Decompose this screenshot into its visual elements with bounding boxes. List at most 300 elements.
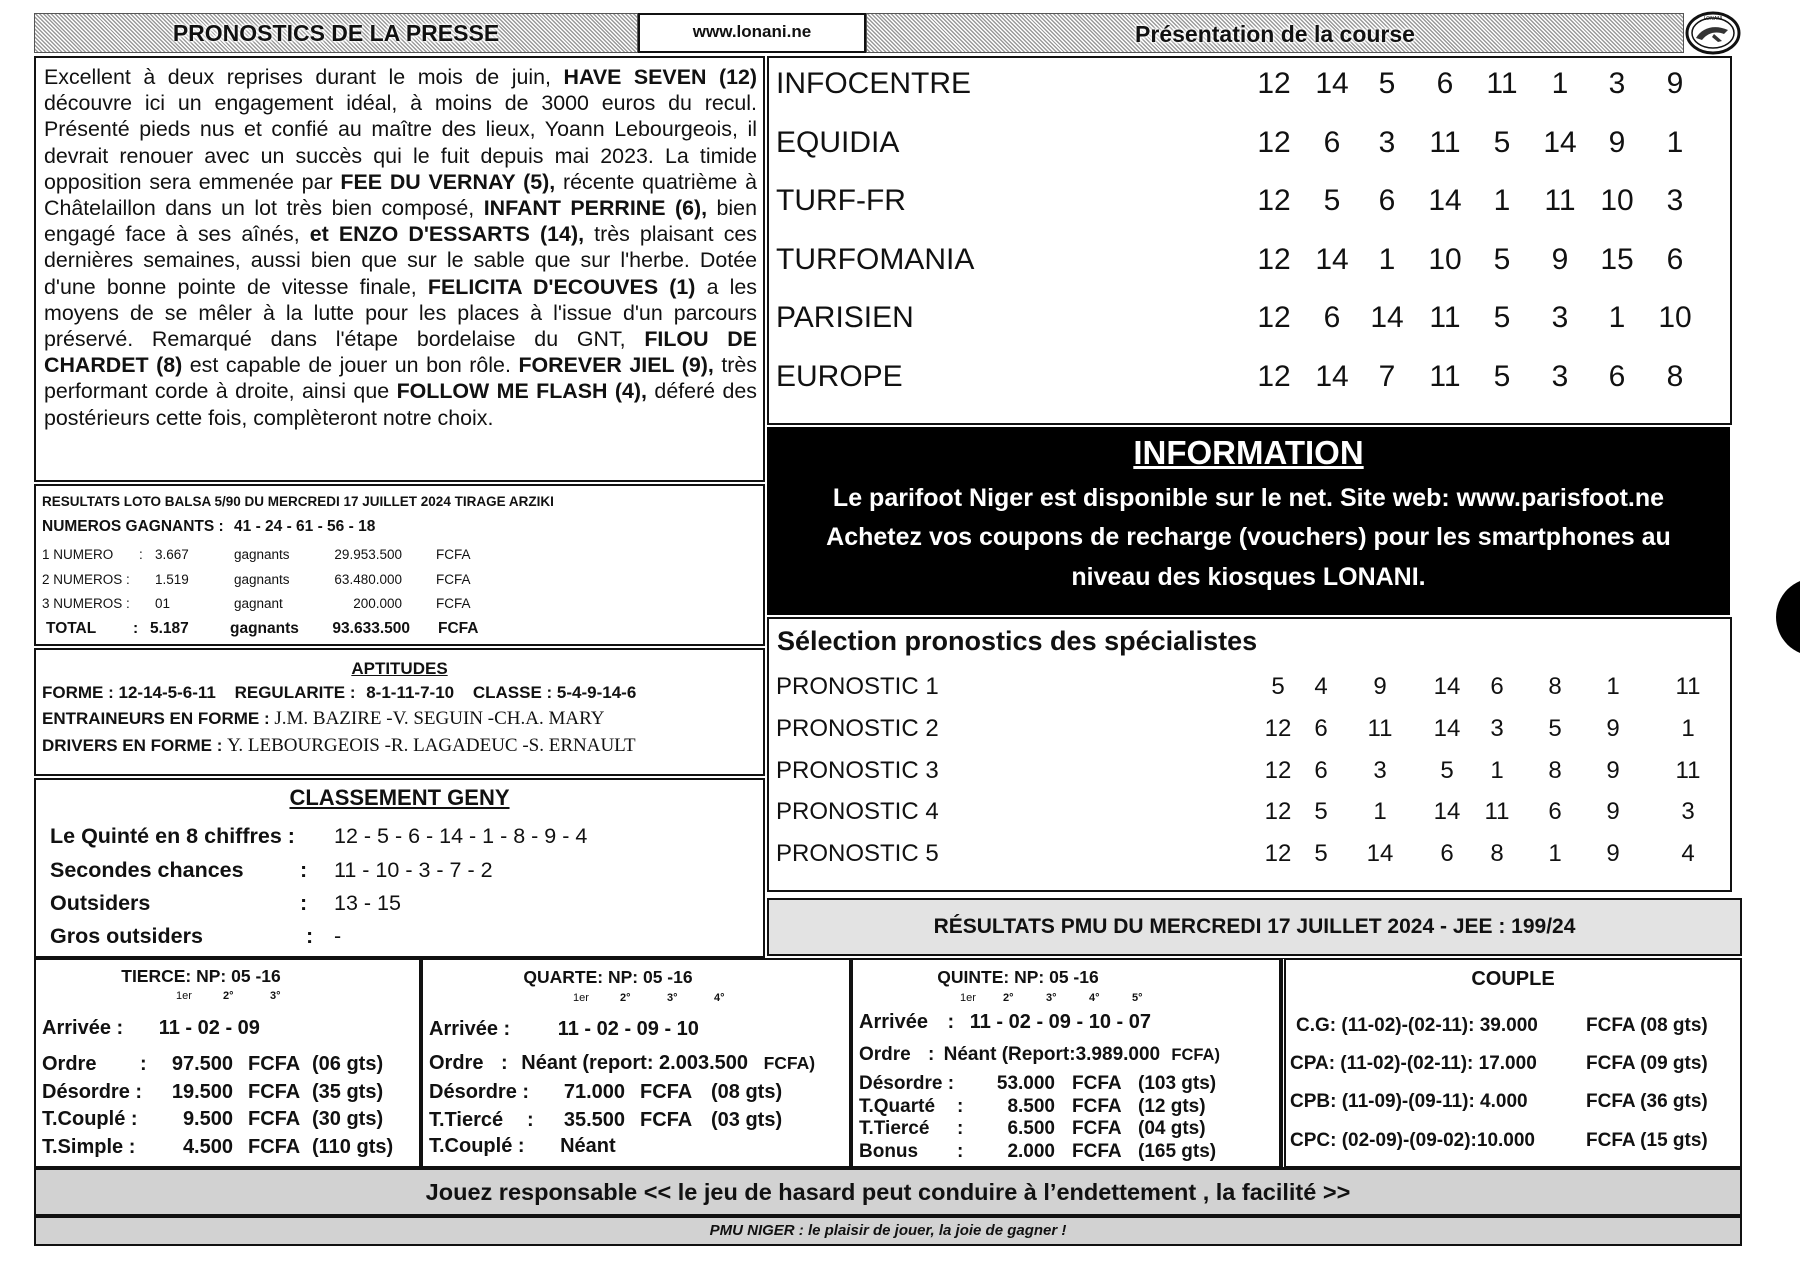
press-source-number: 15 [1600, 242, 1634, 276]
horse-name: HAVE SEVEN (12) [563, 65, 757, 89]
press-source-number: 6 [1378, 184, 1396, 217]
header-right-bar [866, 13, 1684, 53]
press-source-number: 5 [1493, 301, 1511, 334]
payout-currency: FCFA [640, 1081, 693, 1103]
press-source-name: TURF-FR [776, 184, 906, 217]
press-source-number: 10 [1428, 242, 1462, 276]
press-source-number: 6 [1436, 67, 1454, 100]
specialist-row [769, 755, 1730, 787]
specialist-number: 11 [1367, 714, 1393, 742]
press-source-name: INFOCENTRE [776, 67, 971, 100]
specialist-number: 14 [1366, 840, 1394, 868]
payout-sep: : [957, 1118, 964, 1139]
couple-row [1290, 1053, 1740, 1077]
winning-label: NUMEROS GAGNANTS : [42, 518, 224, 535]
press-source-number: 14 [1428, 184, 1462, 217]
press-source-number: 3 [1378, 125, 1396, 159]
payout-label: Désordre : [859, 1073, 955, 1094]
loto-row-amount: 63.480.000 [334, 571, 402, 587]
geny-row-value: 13 - 15 [334, 891, 401, 915]
geny-row-sep: : [300, 858, 308, 882]
press-source-number: 6 [1323, 301, 1341, 334]
press-source-name: PARISIEN [776, 301, 914, 334]
payout-label: T.Couplé : [42, 1108, 138, 1130]
couple-row-label: CPC: (02-09)-(09-02):10.000 [1290, 1130, 1535, 1151]
geny-row [50, 924, 750, 952]
horse-name: INFANT PERRINE (6), [483, 196, 708, 221]
lonani-logo [1684, 10, 1742, 56]
press-source-number: 5 [1493, 125, 1511, 159]
specialist-number: 11 [1484, 798, 1510, 826]
press-source-number: 6 [1608, 359, 1626, 393]
specialist-name: PRONOSTIC 3 [776, 756, 939, 784]
payout-label: Bonus [859, 1140, 919, 1162]
press-text-segment: récente quatrième à Châtelaillon dans un lot très bien composé, [44, 169, 757, 221]
specialist-number: 5 [1271, 673, 1285, 700]
specialist-number: 11 [1675, 756, 1701, 784]
geny-row-label: Gros outsiders [50, 924, 203, 948]
payout-amount: 6.500 [1007, 1118, 1055, 1139]
place-marker: 4° [1089, 992, 1100, 1004]
press-source-number: 9 [1666, 67, 1684, 100]
specialist-row [769, 838, 1730, 870]
pmu-results-title: RÉSULTATS PMU DU MERCREDI 17 JUILLET 2024 - JEE : 199/24 [933, 915, 1576, 938]
quarte-ordre: Ordre : Néant (report: 2.003.500 FCFA) [429, 1052, 816, 1074]
press-source-number: 3 [1608, 67, 1626, 100]
press-source-number: 3 [1551, 359, 1569, 393]
payout-currency: FCFA [1072, 1095, 1122, 1117]
forme-value: 12-14-5-6-11 [118, 683, 216, 702]
specialist-number: 12 [1264, 714, 1292, 742]
loto-row-currency: FCFA [436, 596, 471, 611]
press-source-number: 1 [1608, 301, 1626, 334]
press-source-number: 6 [1666, 242, 1684, 276]
quinte-panel [851, 958, 1281, 1168]
aptitudes-title: APTITUDES [351, 659, 448, 678]
payout-sep: : [957, 1095, 964, 1117]
specialist-number: 1 [1681, 714, 1695, 742]
press-source-number: 12 [1257, 359, 1291, 393]
horse-name: FEE DU VERNAY (5), [340, 169, 556, 194]
specialist-name: PRONOSTIC 1 [776, 673, 939, 700]
quarte-couple: T.Couplé : Néant [429, 1135, 616, 1157]
payout-currency: FCFA [1072, 1073, 1122, 1094]
specialist-number: 4 [1314, 673, 1328, 700]
specialist-number: 6 [1314, 714, 1328, 742]
payout-winners: (110 gts) [312, 1135, 394, 1158]
couple-title: COUPLE [1471, 968, 1555, 990]
specialist-row [769, 796, 1730, 828]
quarte-panel [421, 958, 851, 1168]
loto-row-count: 01 [155, 596, 171, 611]
payout-label: Désordre : [429, 1081, 530, 1103]
loto-title: RESULTATS LOTO BALSA 5/90 DU MERCREDI 17 JUILLET 2024 TIRAGE ARZIKI [42, 494, 554, 509]
specialist-number: 6 [1490, 673, 1504, 700]
press-source-name: EUROPE [776, 359, 903, 393]
press-source-number: 7 [1378, 359, 1396, 393]
specialist-number: 9 [1606, 798, 1620, 826]
geny-row-value: 11 - 10 - 3 - 7 - 2 [334, 858, 493, 882]
couple-row-currency: FCFA (36 gts) [1586, 1091, 1708, 1112]
payout-winners: (103 gts) [1138, 1073, 1217, 1094]
geny-row-value: 12 - 5 - 6 - 14 - 1 - 8 - 9 - 4 [334, 824, 588, 848]
payout-amount: 53.000 [996, 1073, 1055, 1094]
loto-row-label: 1 NUMERO [42, 547, 114, 562]
specialist-name: PRONOSTIC 4 [776, 798, 939, 826]
loto-row-sep: : [139, 547, 143, 562]
loto-row [42, 572, 742, 592]
press-text-segment: très performant corde à droite, ainsi que [44, 353, 757, 404]
specialist-number: 8 [1548, 673, 1562, 700]
couple-row [1290, 1130, 1740, 1154]
press-source-number: 12 [1257, 184, 1291, 217]
loto-row-word: gagnants [234, 547, 290, 562]
loto-row-amount: 200.000 [353, 596, 402, 611]
loto-total-sep: : [133, 620, 139, 637]
payout-amount: 35.500 [563, 1108, 625, 1131]
geny-row-label: Secondes chances [50, 858, 244, 882]
press-source-row [769, 357, 1730, 397]
payout-winners: (165 gts) [1138, 1140, 1217, 1162]
site-url-box[interactable] [638, 13, 866, 53]
press-source-number: 12 [1257, 67, 1291, 100]
drivers-value: Y. LEBOURGEOIS -R. LAGADEUC -S. ERNAULT [227, 735, 636, 756]
loto-total-label: TOTAL [46, 620, 97, 637]
specialist-number: 1 [1548, 840, 1562, 868]
horse-name: FILOU DE CHARDET (8) [44, 327, 757, 378]
place-marker: 1er [573, 992, 589, 1004]
payout-amount: 4.500 [182, 1135, 233, 1158]
specialist-number: 5 [1548, 714, 1562, 742]
couple-row [1290, 1091, 1740, 1115]
payout-currency: FCFA [640, 1108, 693, 1131]
press-source-number: 5 [1493, 359, 1511, 393]
loto-row-word: gagnant [234, 596, 283, 611]
regularite-value: 8-1-11-7-10 [366, 683, 455, 702]
press-source-number: 3 [1551, 301, 1569, 334]
press-source-number: 5 [1323, 184, 1341, 217]
tierce-panel [34, 958, 421, 1168]
specialists-title: Sélection pronostics des spécialistes [777, 626, 1258, 656]
responsible-gaming-text: Jouez responsable << le jeu de hasard peut conduire à l’endettement , la facilité >> [425, 1179, 1351, 1205]
press-text-segment: découvre ici un engagement idéal, à moins de 3000 euros du recul. Présenté pieds nus et confié au maître des lieux, Yoann Lebourgeois, il devrait renouer avec un succès qui le fuit depuis mai 2023. La timide opposition sera emmenée par [44, 91, 757, 194]
payout-amount: 2.000 [1007, 1140, 1055, 1162]
payout-currency: FCFA [1072, 1118, 1122, 1139]
specialist-number: 14 [1433, 673, 1461, 700]
press-source-row [769, 64, 1730, 104]
information-line-1: Le parifoot Niger est disponible sur le net. Site web: www.parisfoot.ne [832, 484, 1665, 512]
couple-row-currency: FCFA (09 gts) [1586, 1053, 1708, 1074]
press-source-number: 14 [1543, 125, 1577, 159]
press-source-number: 9 [1551, 242, 1569, 276]
information-title: INFORMATION [1133, 434, 1364, 471]
geny-row-label: Outsiders [50, 891, 151, 915]
press-source-number: 14 [1315, 359, 1349, 393]
specialist-number: 1 [1490, 756, 1504, 784]
slogan-text: PMU NIGER : le plaisir de jouer, la joie de gagner ! [709, 1222, 1067, 1239]
geny-row [50, 858, 750, 886]
place-marker: 5° [1132, 992, 1143, 1004]
press-source-number: 11 [1429, 359, 1461, 393]
geny-row-sep: : [306, 924, 314, 948]
information-line-3: niveau des kiosques LONANI. [1071, 563, 1426, 591]
press-source-name: EQUIDIA [776, 125, 900, 159]
payout-line [42, 1053, 425, 1079]
slogan-bar [34, 1216, 1742, 1246]
payout-currency: FCFA [1072, 1140, 1122, 1162]
couple-panel [1281, 958, 1742, 1168]
press-source-number: 12 [1257, 125, 1291, 159]
payout-sep: : [957, 1140, 964, 1162]
specialist-number: 5 [1440, 756, 1454, 784]
horse-name: FOREVER JIEL (9), [518, 353, 714, 378]
specialist-number: 14 [1433, 714, 1461, 742]
race-presentation-title: Présentation de la course [1135, 21, 1415, 47]
press-source-row [769, 240, 1730, 280]
loto-row-currency: FCFA [436, 571, 471, 587]
payout-currency: FCFA [248, 1108, 301, 1130]
quinte-title: QUINTE: NP: 05 -16 [937, 967, 1099, 987]
place-marker: 4° [714, 992, 725, 1004]
couple-row-label: CPA: (11-02)-(02-11): 17.000 [1290, 1053, 1537, 1074]
payout-line [429, 1109, 855, 1135]
specialist-number: 12 [1264, 840, 1292, 868]
payout-winners: (30 gts) [312, 1108, 384, 1130]
press-sources-table [767, 56, 1732, 425]
specialists-panel [767, 617, 1732, 892]
specialist-row [769, 713, 1730, 745]
loto-row-amount: 29.953.500 [334, 547, 402, 562]
tierce-title: TIERCE: NP: 05 -16 [121, 966, 281, 986]
payout-winners: (12 gts) [1138, 1095, 1206, 1117]
loto-row-count: 3.667 [155, 547, 189, 562]
press-source-number: 9 [1608, 125, 1626, 159]
couple-row [1290, 1015, 1740, 1039]
specialist-number: 9 [1606, 756, 1620, 784]
press-paragraph [44, 64, 757, 431]
geny-row-sep: : [300, 891, 308, 915]
press-source-number: 1 [1666, 125, 1684, 159]
place-marker: 2° [223, 990, 234, 1002]
press-source-number: 5 [1493, 242, 1511, 276]
geny-panel [34, 778, 765, 958]
geny-row [50, 824, 750, 852]
press-text-segment: déferé des postérieurs cette fois, complèteront notre choix. [44, 379, 758, 430]
press-source-number: 1 [1378, 242, 1396, 276]
place-marker: 2° [1003, 992, 1014, 1004]
press-source-number: 1 [1551, 67, 1569, 100]
press-source-number: 11 [1429, 301, 1461, 334]
couple-row-currency: FCFA (15 gts) [1586, 1130, 1708, 1151]
press-source-row [769, 298, 1730, 338]
entraineurs-value: J.M. BAZIRE -V. SEGUIN -CH.A. MARY [274, 708, 605, 729]
payout-amount: 71.000 [563, 1081, 625, 1103]
payout-label: T.Tiercé [859, 1118, 930, 1139]
forme-row: FORME : 12-14-5-6-11 REGULARITE : 8-1-11-7-10 CLASSE : 5-4-9-14-6 [42, 683, 637, 702]
payout-label: Ordre [42, 1053, 97, 1075]
press-text-segment: a les moyens de se mêler à la lutte pour les places à l'issue d'un parcours préservé. Remarqué dans l'étape bordelaise du GNT, [44, 274, 758, 352]
responsible-gaming-bar [34, 1168, 1742, 1216]
specialist-number: 6 [1440, 840, 1454, 868]
specialist-name: PRONOSTIC 2 [776, 714, 939, 742]
payout-label: T.Tiercé [429, 1108, 504, 1131]
horse-logo-icon [1684, 10, 1742, 56]
geny-row [50, 891, 750, 919]
loto-winning-row [42, 518, 375, 536]
specialist-number: 9 [1606, 840, 1620, 868]
pmu-results-bar [767, 898, 1742, 956]
loto-results-panel [34, 484, 765, 646]
header-left-bar [34, 13, 638, 53]
specialist-number: 9 [1373, 673, 1387, 700]
geny-row-value: - [334, 924, 342, 948]
press-source-number: 1 [1493, 184, 1511, 217]
payout-line [42, 1108, 425, 1134]
payout-sep: : [527, 1108, 534, 1131]
place-marker: 1er [960, 992, 976, 1004]
page-edge-tab [1776, 578, 1800, 656]
payout-label: T.Quarté [859, 1095, 936, 1117]
specialist-number: 1 [1606, 673, 1620, 700]
loto-row-label: 2 NUMEROS : [42, 571, 130, 587]
payout-amount: 19.500 [171, 1080, 233, 1103]
payout-winners: (35 gts) [312, 1080, 384, 1103]
specialist-number: 14 [1433, 798, 1461, 826]
specialist-number: 8 [1490, 840, 1504, 868]
specialist-name: PRONOSTIC 5 [776, 840, 939, 868]
press-source-row [769, 181, 1730, 221]
payout-line [859, 1141, 1285, 1167]
press-source-number: 14 [1315, 242, 1349, 276]
payout-line [42, 1136, 425, 1162]
horse-name: et ENZO D'ESSARTS (14), [309, 222, 585, 247]
geny-row-label: Le Quinté en 8 chiffres : [50, 824, 295, 848]
loto-row-label: 3 NUMEROS : [42, 596, 130, 611]
payout-amount: 9.500 [182, 1108, 233, 1130]
press-source-row [769, 123, 1730, 163]
payout-winners: (04 gts) [1138, 1118, 1206, 1139]
loto-total-word: gagnants [230, 620, 299, 637]
loto-row [42, 596, 742, 616]
winning-numbers: 41 - 24 - 61 - 56 - 18 [234, 518, 376, 535]
loto-row-count: 1.519 [155, 571, 189, 587]
entraineurs-row: ENTRAINEURS EN FORME : J.M. BAZIRE -V. SEGUIN -CH.A. MARY [42, 708, 605, 729]
specialist-number: 5 [1314, 840, 1328, 868]
loto-row-currency: FCFA [436, 547, 471, 562]
couple-row-label: C.G: (11-02)-(02-11): 39.000 [1296, 1015, 1538, 1036]
place-marker: 1er [176, 990, 192, 1002]
press-source-number: 12 [1257, 301, 1291, 334]
specialist-number: 12 [1264, 798, 1292, 826]
quinte-ordre: Ordre : Néant (Report:3.989.000 FCFA) [859, 1044, 1220, 1065]
press-source-number: 5 [1378, 67, 1396, 100]
press-text-segment: bien engagé face à ses aînés, [44, 196, 757, 247]
payout-currency: FCFA [248, 1080, 301, 1103]
press-text-panel [34, 56, 765, 482]
press-source-number: 14 [1370, 301, 1404, 334]
payout-line [42, 1081, 425, 1107]
specialist-number: 4 [1681, 840, 1695, 868]
payout-winners: (08 gts) [711, 1081, 783, 1103]
payout-amount: 97.500 [171, 1053, 233, 1075]
couple-row-currency: FCFA (08 gts) [1586, 1015, 1708, 1036]
payout-currency: FCFA [248, 1053, 301, 1075]
loto-total-currency: FCFA [438, 620, 479, 637]
specialist-number: 6 [1314, 756, 1328, 784]
loto-total-amount: 93.633.500 [332, 620, 410, 637]
press-text-segment: Excellent à deux reprises durant le mois de juin, [44, 65, 564, 89]
payout-sep: : [140, 1053, 147, 1075]
press-text-segment: est capable de jouer un bon rôle. [182, 353, 519, 378]
specialist-number: 6 [1548, 798, 1562, 826]
specialist-row [769, 671, 1730, 703]
press-source-number: 11 [1486, 67, 1518, 100]
press-source-number: 6 [1323, 125, 1341, 159]
quarte-arrivee: Arrivée : 11 - 02 - 09 - 10 [429, 1018, 699, 1040]
tierce-arrivee: Arrivée : 11 - 02 - 09 [42, 1017, 260, 1039]
press-source-number: 8 [1666, 359, 1684, 393]
payout-winners: (03 gts) [711, 1108, 783, 1131]
payout-amount: 8.500 [1007, 1095, 1055, 1117]
payout-winners: (06 gts) [312, 1053, 384, 1075]
aptitudes-panel [34, 648, 765, 776]
loto-total-count: 5.187 [150, 620, 189, 637]
loto-row [42, 547, 742, 567]
press-source-number: 10 [1600, 184, 1634, 217]
payout-label: Désordre : [42, 1080, 143, 1103]
specialist-number: 8 [1548, 756, 1562, 784]
svg-text:LONANI: LONANI [1703, 16, 1723, 22]
payout-currency: FCFA [248, 1135, 301, 1158]
specialist-number: 3 [1490, 714, 1504, 742]
specialist-number: 3 [1373, 756, 1387, 784]
place-marker: 3° [1046, 992, 1057, 1004]
drivers-row: DRIVERS EN FORME : Y. LEBOURGEOIS -R. LAGADEUC -S. ERNAULT [42, 735, 636, 756]
couple-row-label: CPB: (11-09)-(09-11): 4.000 [1290, 1091, 1528, 1112]
information-line-2: Achetez vos coupons de recharge (vouchers) pour les smartphones au [826, 523, 1671, 551]
place-marker: 3° [667, 992, 678, 1004]
press-source-number: 10 [1658, 301, 1692, 334]
press-source-number: 11 [1544, 184, 1576, 217]
quinte-arrivee: Arrivée : 11 - 02 - 09 - 10 - 07 [859, 1011, 1151, 1033]
press-text-segment: très plaisant ces dernières semaines, aussi bien que sur le sable que sur l'herbe. Dotée d'une bonne pointe de vitesse finale, [44, 222, 757, 299]
site-url[interactable]: www.lonani.ne [692, 22, 812, 41]
specialist-number: 5 [1314, 798, 1328, 826]
information-panel [767, 427, 1730, 615]
place-marker: 3° [270, 990, 281, 1002]
place-marker: 2° [620, 992, 631, 1004]
payout-line [429, 1081, 855, 1107]
press-source-number: 14 [1315, 67, 1349, 100]
geny-title: CLASSEMENT GENY [289, 785, 510, 810]
press-forecasts-title: PRONOSTICS DE LA PRESSE [172, 20, 500, 46]
press-source-number: 3 [1666, 184, 1684, 217]
classe-value: 5-4-9-14-6 [556, 683, 637, 702]
horse-name: FOLLOW ME FLASH (4), [396, 379, 647, 404]
specialist-number: 3 [1681, 798, 1695, 826]
specialist-number: 12 [1264, 756, 1292, 784]
press-source-number: 12 [1257, 242, 1291, 276]
press-source-number: 11 [1429, 125, 1461, 159]
horse-name: FELICITA D'ECOUVES (1) [427, 274, 696, 299]
specialist-number: 9 [1606, 714, 1620, 742]
specialist-number: 11 [1675, 673, 1701, 700]
payout-label: T.Simple : [42, 1135, 136, 1158]
press-source-name: TURFOMANIA [776, 242, 975, 276]
loto-total-row [46, 620, 746, 640]
quarte-title: QUARTE: NP: 05 -16 [523, 967, 693, 987]
specialist-number: 1 [1373, 798, 1387, 826]
